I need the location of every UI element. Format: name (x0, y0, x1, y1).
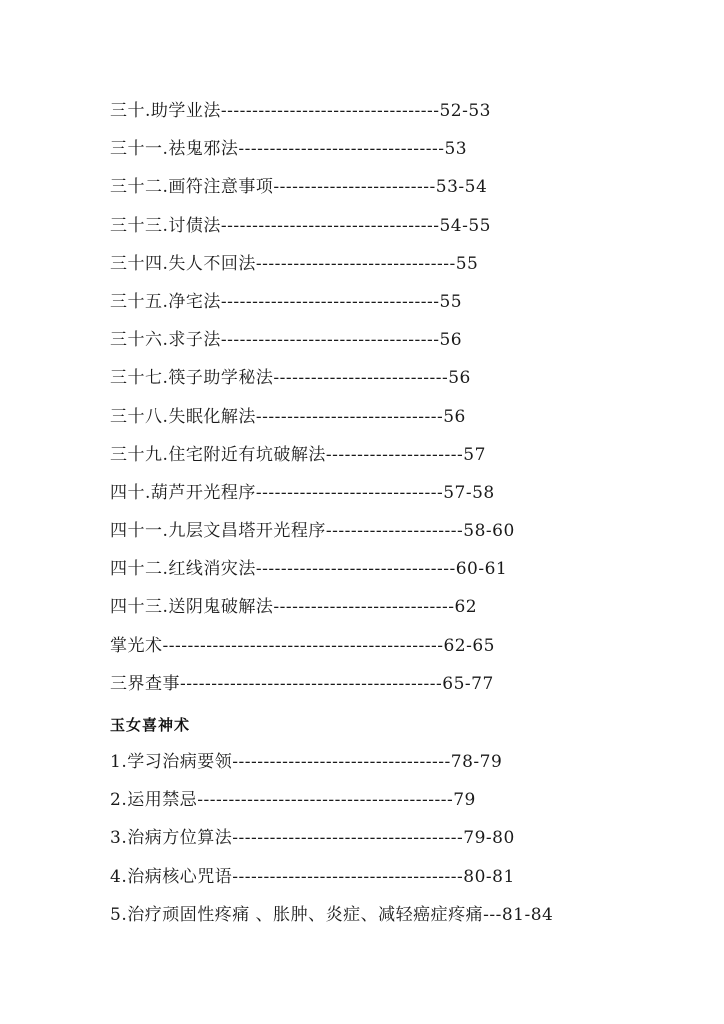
toc-entry-5: 5.治疗顽固性疼痛 、胀肿、炎症、减轻癌症疼痛---81-84 (110, 904, 554, 925)
toc-entry-42: 四十二.红线消灾法--------------------------------60-61 (110, 559, 508, 580)
table-of-contents (110, 92, 608, 934)
toc-entry-4: 4.治病核心咒语-------------------------------------80-81 (110, 866, 515, 887)
toc-entry-38: 三十八.失眠化解法------------------------------56 (110, 406, 466, 427)
toc-entry-40: 四十.葫芦开光程序------------------------------57-58 (110, 482, 495, 503)
toc-entry-37: 三十七.筷子助学秘法----------------------------56 (110, 368, 471, 389)
toc-entry-43: 四十三.送阴鬼破解法-----------------------------62 (110, 597, 478, 618)
toc-entry-1: 1.学习治病要领-----------------------------------78-79 (110, 752, 503, 772)
toc-entry-39: 三十九.住宅附近有坑破解法----------------------57 (110, 444, 486, 465)
toc-entry-35: 三十五.净宅法-----------------------------------55 (110, 291, 463, 312)
toc-entry-three-realms: 三界查事------------------------------------------65-77 (110, 673, 494, 694)
section-heading: 玉女喜神术 (110, 716, 191, 734)
toc-entry-41: 四十一.九层文昌塔开光程序----------------------58-60 (110, 521, 515, 542)
toc-entry-30: 三十.助学业法-----------------------------------52-53 (110, 101, 491, 121)
toc-entry-3: 3.治病方位算法-------------------------------------79-80 (110, 828, 515, 849)
toc-entry-31: 三十一.祛鬼邪法---------------------------------53 (110, 139, 468, 160)
toc-entry-33: 三十三.讨债法-----------------------------------54-55 (110, 215, 491, 236)
toc-entry-32: 三十二.画符注意事项--------------------------53-54 (110, 177, 488, 198)
toc-entry-2: 2.运用禁忌-----------------------------------------79 (110, 790, 476, 811)
toc-entry-36: 三十六.求子法-----------------------------------56 (110, 330, 463, 351)
toc-entry-34: 三十四.失人不回法--------------------------------55 (110, 253, 479, 274)
toc-entry-palm-light: 掌光术---------------------------------------------62-65 (110, 635, 495, 656)
